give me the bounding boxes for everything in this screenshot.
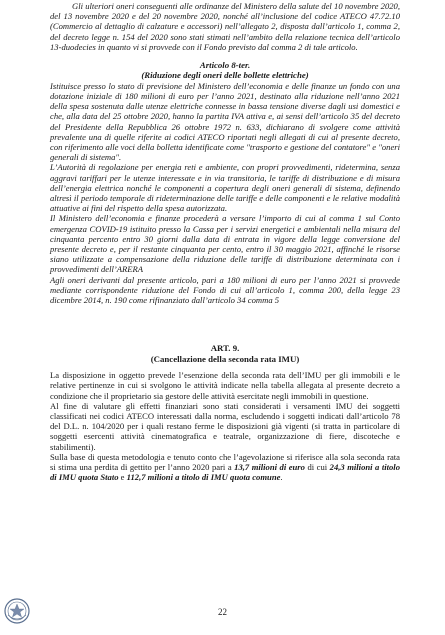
article-8ter-title: (Riduzione degli oneri delle bollette elettriche)	[141, 70, 309, 81]
article-9-paragraph-2: Al fine di valutare gli effetti finanziari sono stati considerati i versamenti IMU dei soggetti classificati nei codici ATECO interessati dalla norma, escludendo i soggetti indicati dall’articolo 78 del D.L. n. 104/2020 per i quali restano ferme le disposizioni già vigenti (si tratta in particolare di soggetti esercenti attività cinematografica e teatrale, organizzazione di fiere, discoteche e stabilimenti).	[50, 400, 400, 452]
perdita-gettito-value: 13,7 milioni di euro	[234, 461, 305, 472]
article-9-paragraph-3-part-7: .	[280, 472, 283, 483]
article-9-number: ART. 9.	[210, 343, 240, 354]
article-9-paragraph-3-part-3: di cui	[304, 461, 330, 472]
intro-paragraph: Gli ulteriori oneri conseguenti alle ordinanze del Ministero della salute del 10 novembre 2020, del 13 novembre 2020 e del 20 novembre 2020, nonché all’inclusione del codice ATECO 47.72.10 (Commercio al dettaglio di calzature e accessori) nell’allegato 2, disposta dall’articolo 1, comma 2, del decreto legge n. 154 del 2020 sono stati stimati nell’ambito della relazione tecnica dell’articolo 13-duodecies in quanto vi si provvede con il Fondo previsto dal comma 2 di tale articolo.	[50, 1, 400, 52]
article-8ter-number: Articolo 8-ter.	[199, 60, 251, 71]
article-8ter-paragraph-4: Agli oneri derivanti dal presente articolo, pari a 180 milioni di euro per l’anno 2021 si provvede mediante corrispondente riduzione del Fondo di cui all’articolo 1, comma 200, della legge 23 dicembre 2014, n. 190 come rifinanziato dall’articolo 34 comma 5	[50, 274, 400, 306]
quota-comune-value: 112,7 milioni a titolo di IMU quota comune	[126, 472, 281, 483]
article-9-paragraph-3-part-5: e	[118, 472, 127, 483]
quota-stato-value: 24,3 milioni a titolo di IMU quota Stato	[50, 461, 400, 483]
page-number: 22	[218, 607, 227, 617]
article-9-paragraph-3-part-1: Sulla base di questa metodologia e tenuto conto che l’agevolazione si riferisce alla sola seconda rata si stima una perdita di gettito per l’anno 2020 pari a	[50, 451, 400, 472]
seal-icon	[4, 598, 30, 624]
article-8ter-paragraph-3: Il Ministero dell’economia e finanze procederà a versare l’importo di cui al comma 1 sul Conto emergenza COVID-19 istituito presso la Cassa per i servizi energetici e ambientali nella misura del cinquanta percento entro 30 giorni dalla data di entrata in vigore della legge conversione del presente decreto e, per il restante cinquanta per cento, entro il 30 maggio 2021, affinché le risorse siano utilizzate a compensazione della riduzione delle tariffe di distribuzione determinata con i provvedimenti dell’ARERA	[50, 213, 400, 275]
article-9-paragraph-3	[50, 452, 400, 483]
article-8ter-paragraph-1: Istituisce presso lo stato di previsione del Ministero dell’economia e delle finanze un fondo con una dotazione iniziale di 180 milioni di euro per l’anno 2021, destinato alla riduzione nell’anno 2021 della spesa sostenuta dalle utenze elettriche connesse in bassa tensione diverse dagli usi domestici e che, alla data del 25 ottobre 2020, hanno la partita IVA attiva e, ai sensi dell’articolo 35 del decreto del Presidente della Repubblica 26 ottobre 1972 n. 633, dichiarano di svolgere come attività prevalente una di quelle riferite ai codici ATECO riportati negli allegati di cui al presente decreto, con riferimento alle voci della bolletta identificate come "trasporto e gestione del contatore" e "oneri generali di sistema".	[50, 80, 400, 163]
page-content	[50, 1, 400, 482]
article-9-paragraph-1: La disposizione in oggetto prevede l’esenzione della seconda rata dell’IMU per gli immobili e le relative pertinenze in cui si svolgono le attività indicate nella tabella allegata al presente decreto a condizione che il proprietario sia gestore delle attività esercitate negli immobili in questione.	[50, 370, 400, 401]
article-8ter-paragraph-2: L’Autorità di regolazione per energia reti e ambiente, con propri provvedimenti, ridetermina, senza aggravi tariffari per le utenze interessate e in via transitoria, le tariffe di distribuzione e di misura dell’energia elettrica nonché le componenti a copertura degli oneri generali di sistema, definendo altresì il periodo temporale di rideterminazione delle tariffe e delle componenti e le relative modalità attuative ai fini del rispetto della spesa autorizzata.	[50, 162, 400, 214]
article-9-title: (Cancellazione della seconda rata IMU)	[150, 353, 300, 364]
